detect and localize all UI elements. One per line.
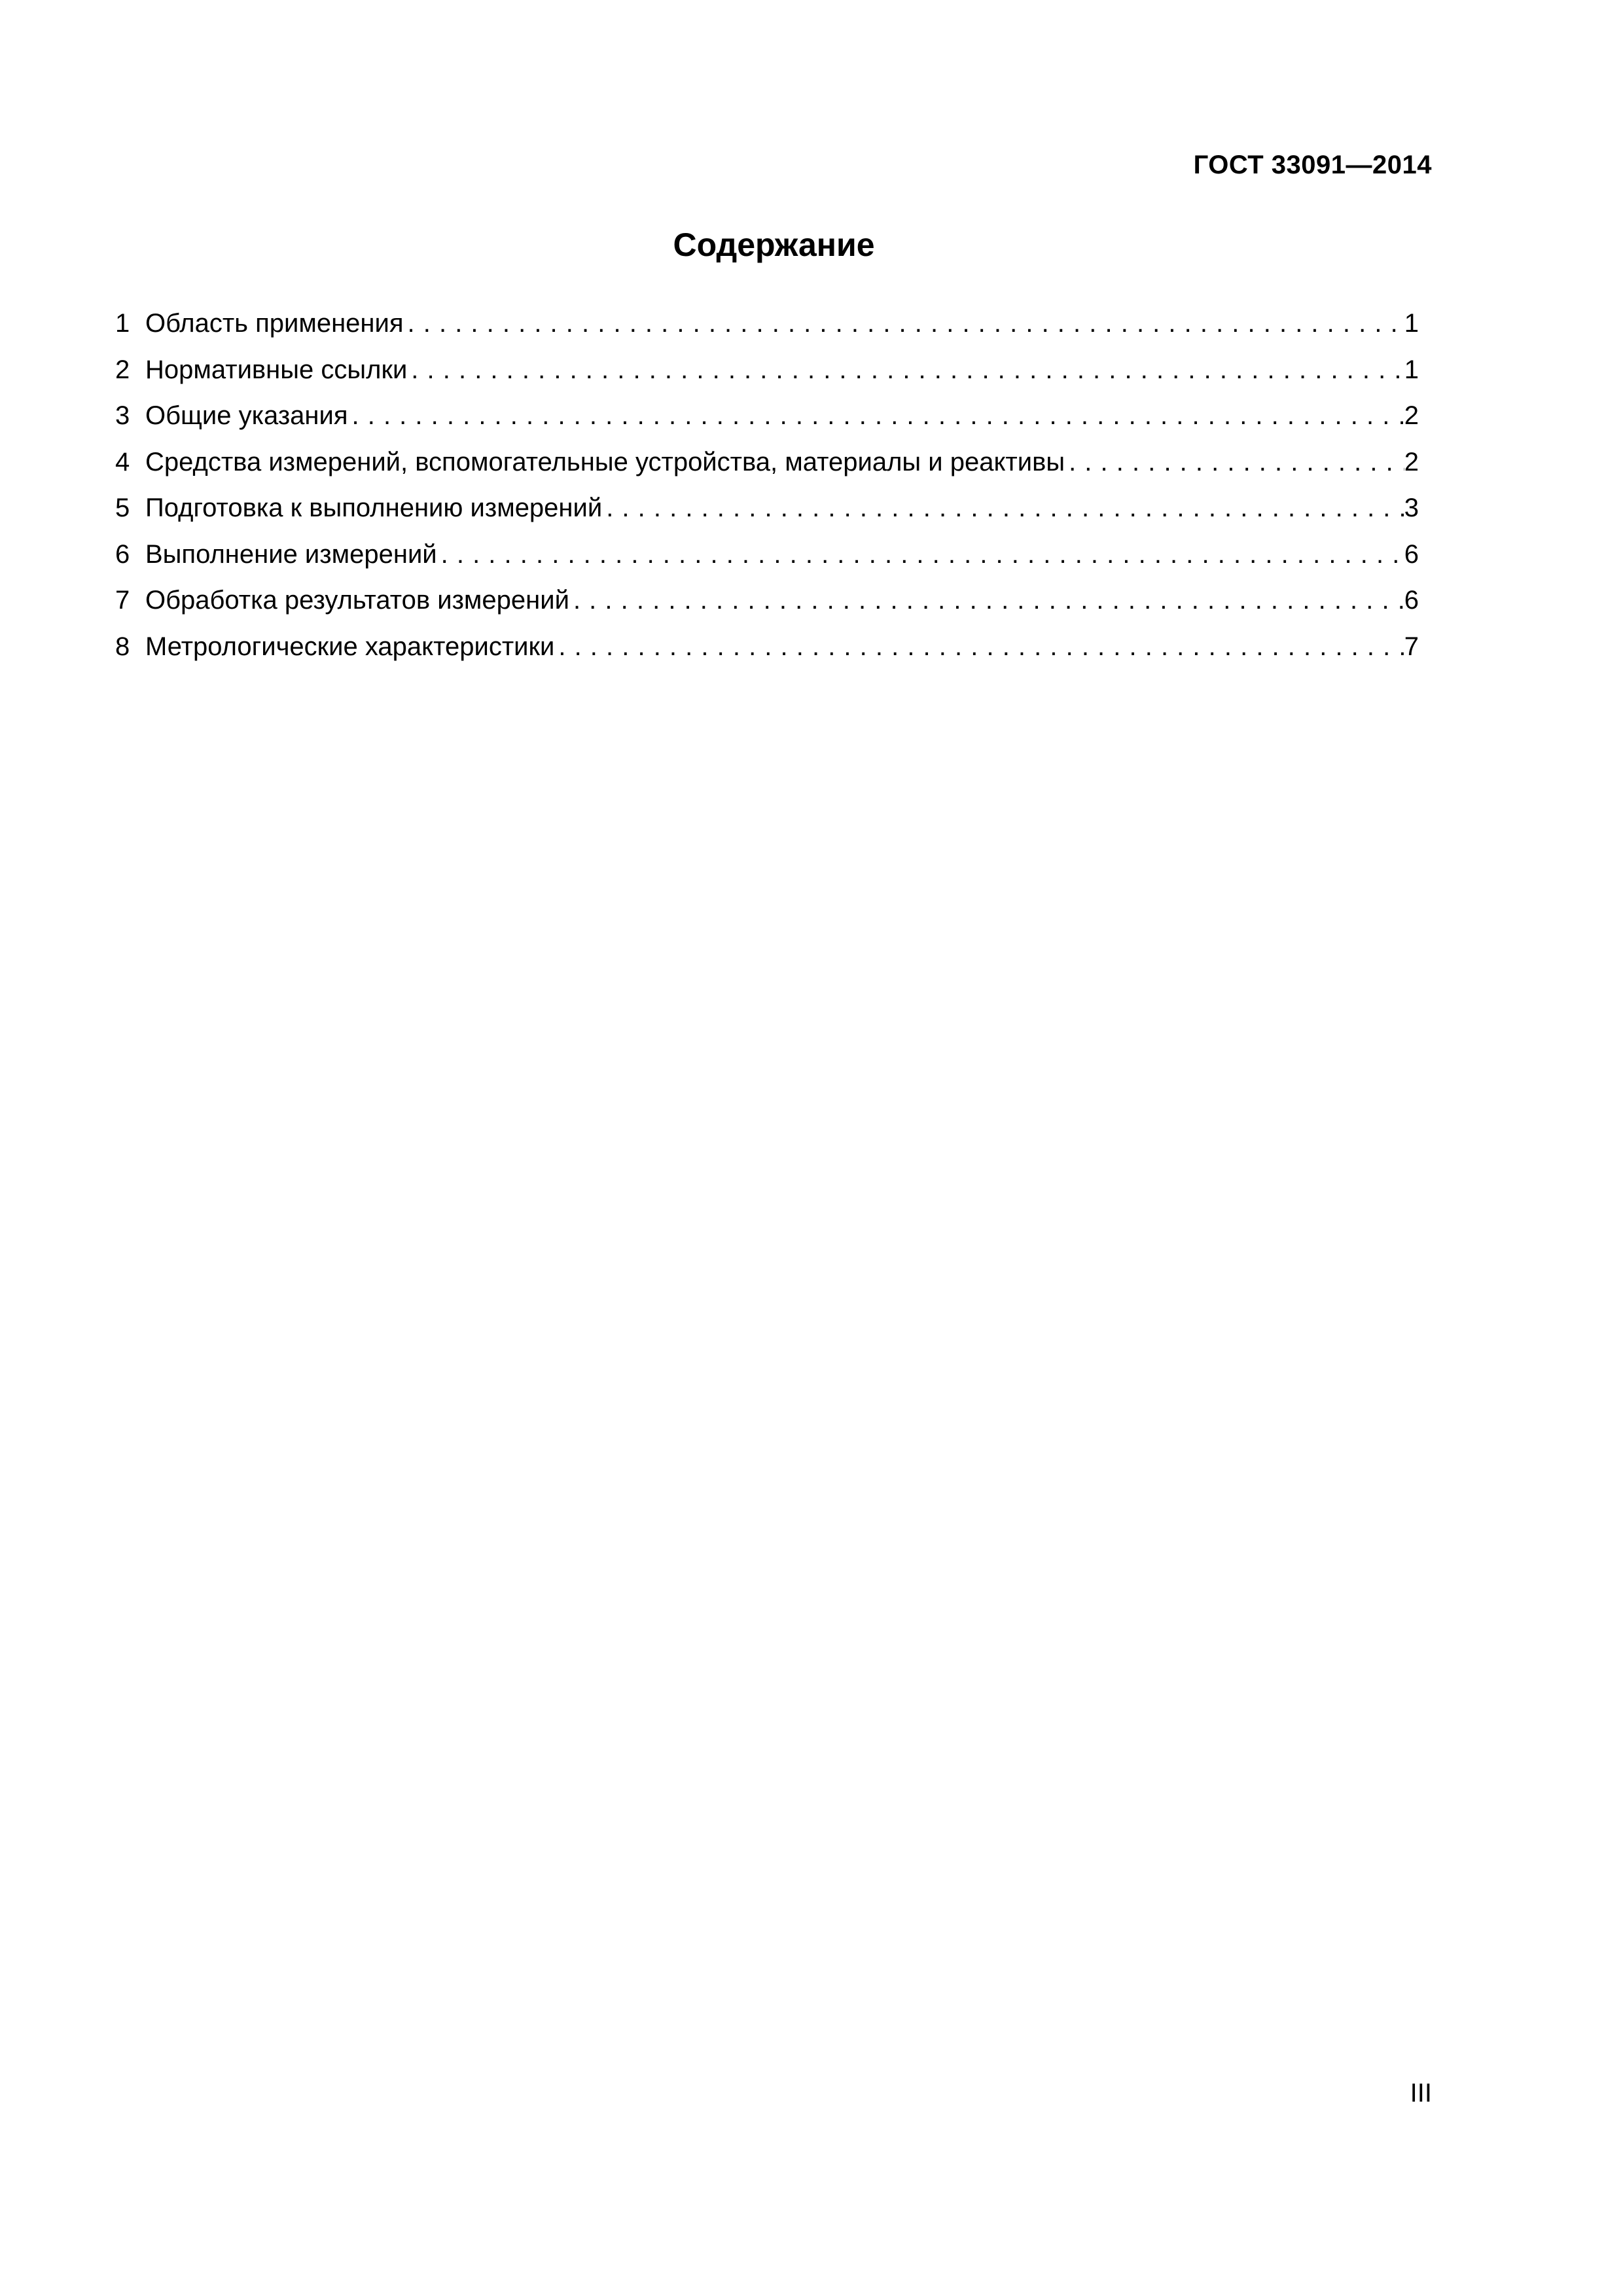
toc-entry-3[interactable] [115,399,1419,445]
toc-entry-number: 1 [115,309,130,338]
dot-leader [404,306,1404,340]
toc-entry-title: Выполнение измерений [145,539,437,569]
toc-entry-4[interactable] [115,445,1419,492]
toc-entry-title: Общие указания [145,401,348,430]
page-number: III [1410,2079,1432,2108]
dot-leader [1065,445,1404,479]
standard-id-header: ГОСТ 33091—2014 [1193,151,1432,179]
toc-entry-number: 3 [115,401,130,430]
toc-entry-8[interactable] [115,630,1419,676]
toc-entry-page: 1 [1404,309,1419,338]
table-of-contents [115,306,1419,675]
toc-entry-page: 7 [1404,632,1419,661]
toc-entry-title: Средства измерений, вспомогательные устройства, материалы и реактивы [145,447,1065,476]
dot-leader [554,630,1404,664]
toc-entry-number: 5 [115,493,130,522]
page-title: Содержание [673,226,875,263]
dot-leader [348,399,1404,433]
toc-entry-7[interactable] [115,583,1419,630]
toc-entry-page: 6 [1404,539,1419,569]
dot-leader [407,353,1404,387]
toc-entry-page: 3 [1404,493,1419,522]
toc-entry-number: 7 [115,586,130,615]
toc-entry-title: Подготовка к выполнению измерений [145,493,603,522]
dot-leader [569,583,1404,617]
toc-entry-page: 1 [1404,355,1419,384]
dot-leader [602,491,1404,525]
dot-leader [437,537,1404,571]
toc-entry-number: 8 [115,632,130,661]
toc-entry-title: Метрологические характеристики [145,632,555,661]
toc-entry-number: 2 [115,355,130,384]
toc-entry-5[interactable] [115,491,1419,537]
toc-entry-6[interactable] [115,537,1419,584]
toc-entry-title: Область применения [145,309,404,338]
toc-entry-2[interactable] [115,353,1419,399]
toc-entry-title: Нормативные ссылки [145,355,408,384]
toc-entry-page: 2 [1404,447,1419,476]
toc-entry-page: 6 [1404,586,1419,615]
toc-entry-title: Обработка результатов измерений [145,586,569,615]
toc-entry-1[interactable] [115,306,1419,353]
toc-entry-number: 4 [115,447,130,476]
toc-entry-number: 6 [115,539,130,569]
toc-entry-page: 2 [1404,401,1419,430]
